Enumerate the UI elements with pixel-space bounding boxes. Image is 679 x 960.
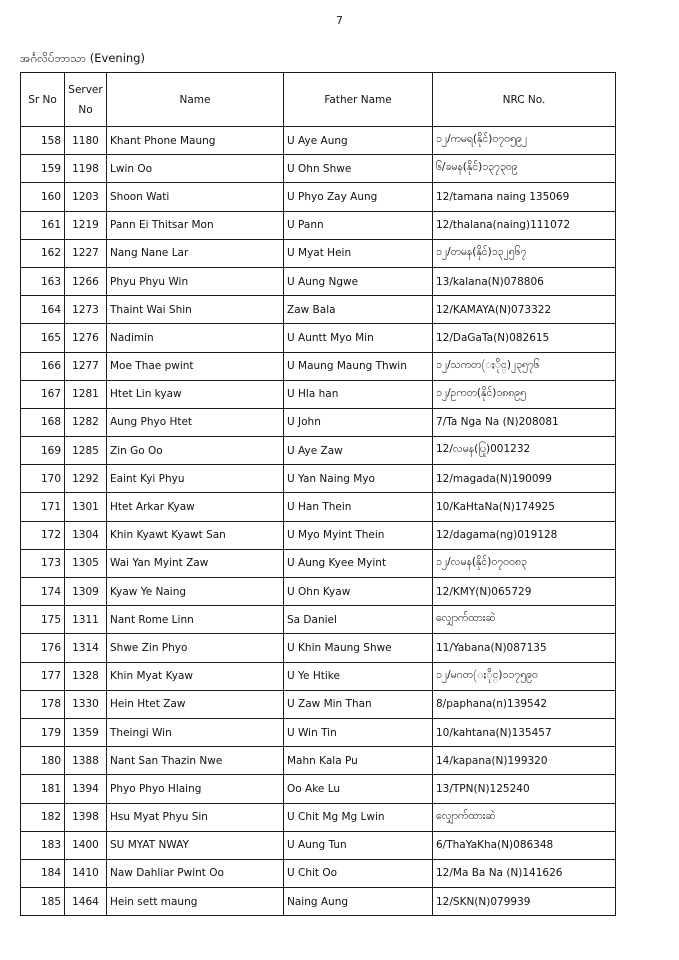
cell-nrc-no: 12/DaGaTa(N)082615 bbox=[433, 324, 616, 352]
cell-sr-no: 181 bbox=[21, 775, 65, 803]
table-row bbox=[21, 408, 616, 436]
table-row bbox=[21, 211, 616, 239]
cell-sr-no: 170 bbox=[21, 465, 65, 493]
cell-name: Khin Kyawt Kyawt San bbox=[107, 521, 284, 549]
table-row bbox=[21, 888, 616, 916]
cell-name: Hsu Myat Phyu Sin bbox=[107, 803, 284, 831]
cell-server-no: 1309 bbox=[65, 578, 107, 606]
table-row bbox=[21, 380, 616, 408]
cell-father-name: U Chit Oo bbox=[284, 859, 433, 887]
cell-name: Shoon Wati bbox=[107, 183, 284, 211]
table-row bbox=[21, 859, 616, 887]
cell-sr-no: 173 bbox=[21, 549, 65, 577]
cell-sr-no: 184 bbox=[21, 859, 65, 887]
cell-name: Shwe Zin Phyo bbox=[107, 634, 284, 662]
cell-name: Htet Lin kyaw bbox=[107, 380, 284, 408]
cell-sr-no: 168 bbox=[21, 408, 65, 436]
cell-sr-no: 167 bbox=[21, 380, 65, 408]
cell-name: Nang Nane Lar bbox=[107, 239, 284, 267]
cell-server-no: 1410 bbox=[65, 859, 107, 887]
cell-father-name: Zaw Bala bbox=[284, 296, 433, 324]
table-row bbox=[21, 578, 616, 606]
cell-father-name: U Phyo Zay Aung bbox=[284, 183, 433, 211]
cell-father-name: U Aung Ngwe bbox=[284, 267, 433, 295]
cell-nrc-no: 12/KAMAYA(N)073322 bbox=[433, 296, 616, 324]
cell-father-name: U Han Thein bbox=[284, 493, 433, 521]
cell-name: Khin Myat Kyaw bbox=[107, 662, 284, 690]
cell-name: Nant Rome Linn bbox=[107, 606, 284, 634]
cell-sr-no: 161 bbox=[21, 211, 65, 239]
cell-sr-no: 158 bbox=[21, 127, 65, 155]
student-roster-table bbox=[20, 72, 616, 916]
cell-name: Theingi Win bbox=[107, 718, 284, 746]
table-row bbox=[21, 155, 616, 183]
table-row bbox=[21, 493, 616, 521]
cell-server-no: 1285 bbox=[65, 437, 107, 465]
cell-nrc-no: 12/dagama(ng)019128 bbox=[433, 521, 616, 549]
cell-nrc-no: ၁၂/ကမရ(နိုင်)၀၇၀၅၉၂ bbox=[433, 127, 616, 155]
cell-server-no: 1359 bbox=[65, 718, 107, 746]
cell-nrc-no: 12/KMY(N)065729 bbox=[433, 578, 616, 606]
table-row bbox=[21, 239, 616, 267]
cell-server-no: 1292 bbox=[65, 465, 107, 493]
cell-nrc-no: 12/SKN(N)079939 bbox=[433, 888, 616, 916]
cell-name: Aung Phyo Htet bbox=[107, 408, 284, 436]
cell-server-no: 1400 bbox=[65, 831, 107, 859]
cell-father-name: U Chit Mg Mg Lwin bbox=[284, 803, 433, 831]
cell-server-no: 1304 bbox=[65, 521, 107, 549]
cell-server-no: 1328 bbox=[65, 662, 107, 690]
cell-name: Hein sett maung bbox=[107, 888, 284, 916]
cell-nrc-no: လျှောက်ထားဆဲ bbox=[433, 606, 616, 634]
cell-nrc-no: လျှောက်ထားဆဲ bbox=[433, 803, 616, 831]
table-row bbox=[21, 606, 616, 634]
cell-nrc-no: 7/Ta Nga Na (N)208081 bbox=[433, 408, 616, 436]
cell-nrc-no: 6/ThaYaKha(N)086348 bbox=[433, 831, 616, 859]
cell-name: Wai Yan Myint Zaw bbox=[107, 549, 284, 577]
cell-sr-no: 177 bbox=[21, 662, 65, 690]
cell-nrc-no: 12/magada(N)190099 bbox=[433, 465, 616, 493]
cell-father-name: U John bbox=[284, 408, 433, 436]
cell-nrc-no: 12/Ma Ba Na (N)141626 bbox=[433, 859, 616, 887]
header-server-no bbox=[65, 73, 107, 127]
roster-body bbox=[21, 127, 616, 916]
cell-father-name: U Ohn Shwe bbox=[284, 155, 433, 183]
cell-nrc-no: 12/tamana naing 135069 bbox=[433, 183, 616, 211]
cell-server-no: 1266 bbox=[65, 267, 107, 295]
cell-sr-no: 163 bbox=[21, 267, 65, 295]
table-row bbox=[21, 775, 616, 803]
header-name: Name bbox=[107, 73, 284, 127]
cell-nrc-no: 13/TPN(N)125240 bbox=[433, 775, 616, 803]
cell-name: Nant San Thazin Nwe bbox=[107, 747, 284, 775]
cell-nrc-no: ၁၂/ဥကတ(နိုင်)၁၈၈၉၅ bbox=[433, 380, 616, 408]
cell-father-name: Oo Ake Lu bbox=[284, 775, 433, 803]
cell-name: Kyaw Ye Naing bbox=[107, 578, 284, 606]
table-row bbox=[21, 718, 616, 746]
cell-name: Khant Phone Maung bbox=[107, 127, 284, 155]
table-row bbox=[21, 296, 616, 324]
cell-server-no: 1305 bbox=[65, 549, 107, 577]
cell-sr-no: 169 bbox=[21, 437, 65, 465]
cell-nrc-no: ၆/ခမန(နိုင်)၁၃၇၃၀၉ bbox=[433, 155, 616, 183]
cell-father-name: U Auntt Myo Min bbox=[284, 324, 433, 352]
cell-sr-no: 164 bbox=[21, 296, 65, 324]
cell-sr-no: 159 bbox=[21, 155, 65, 183]
cell-sr-no: 162 bbox=[21, 239, 65, 267]
cell-name: Thaint Wai Shin bbox=[107, 296, 284, 324]
cell-father-name: Naing Aung bbox=[284, 888, 433, 916]
table-row bbox=[21, 437, 616, 465]
header-server-no-line2: No bbox=[78, 103, 93, 116]
cell-nrc-no: 12/thalana(naing)111072 bbox=[433, 211, 616, 239]
cell-father-name: U Aung Tun bbox=[284, 831, 433, 859]
cell-server-no: 1314 bbox=[65, 634, 107, 662]
table-row bbox=[21, 662, 616, 690]
table-row bbox=[21, 267, 616, 295]
cell-nrc-no: 11/Yabana(N)087135 bbox=[433, 634, 616, 662]
cell-server-no: 1203 bbox=[65, 183, 107, 211]
cell-sr-no: 176 bbox=[21, 634, 65, 662]
cell-father-name: U Myo Myint Thein bbox=[284, 521, 433, 549]
cell-father-name: U Ohn Kyaw bbox=[284, 578, 433, 606]
table-row bbox=[21, 183, 616, 211]
cell-sr-no: 185 bbox=[21, 888, 65, 916]
table-row bbox=[21, 690, 616, 718]
cell-sr-no: 171 bbox=[21, 493, 65, 521]
cell-father-name: U Aye Aung bbox=[284, 127, 433, 155]
cell-sr-no: 174 bbox=[21, 578, 65, 606]
cell-father-name: U Win Tin bbox=[284, 718, 433, 746]
header-sr-no: Sr No bbox=[21, 73, 65, 127]
cell-father-name: U Yan Naing Myo bbox=[284, 465, 433, 493]
cell-server-no: 1227 bbox=[65, 239, 107, 267]
cell-nrc-no: ၁၂/သကတ(ႏိုင္)၂၃၅၇၆ bbox=[433, 352, 616, 380]
cell-name: Nadimin bbox=[107, 324, 284, 352]
cell-nrc-no: ၁၂/မဂတ(ႏိုင္)၁၁၇၅၉၀ bbox=[433, 662, 616, 690]
cell-father-name: U Pann bbox=[284, 211, 433, 239]
cell-server-no: 1311 bbox=[65, 606, 107, 634]
cell-server-no: 1198 bbox=[65, 155, 107, 183]
cell-father-name: U Aye Zaw bbox=[284, 437, 433, 465]
cell-nrc-no: ၁၂/တမန(နိုင်)၁၃၂၅၆၇ bbox=[433, 239, 616, 267]
cell-sr-no: 166 bbox=[21, 352, 65, 380]
cell-server-no: 1180 bbox=[65, 127, 107, 155]
table-row bbox=[21, 352, 616, 380]
cell-sr-no: 160 bbox=[21, 183, 65, 211]
cell-name: Lwin Oo bbox=[107, 155, 284, 183]
cell-server-no: 1301 bbox=[65, 493, 107, 521]
cell-name: Htet Arkar Kyaw bbox=[107, 493, 284, 521]
header-father-name: Father Name bbox=[284, 73, 433, 127]
cell-sr-no: 175 bbox=[21, 606, 65, 634]
cell-name: SU MYAT NWAY bbox=[107, 831, 284, 859]
cell-server-no: 1398 bbox=[65, 803, 107, 831]
cell-server-no: 1394 bbox=[65, 775, 107, 803]
cell-server-no: 1277 bbox=[65, 352, 107, 380]
header-nrc-no: NRC No. bbox=[433, 73, 616, 127]
cell-name: Phyo Phyo Hlaing bbox=[107, 775, 284, 803]
cell-name: Moe Thae pwint bbox=[107, 352, 284, 380]
table-row bbox=[21, 803, 616, 831]
cell-nrc-no: ၁၂/လမန(နိုင်)၀၇၀၀၈၃ bbox=[433, 549, 616, 577]
cell-father-name: U Aung Kyee Myint bbox=[284, 549, 433, 577]
section-title: အင်္ဂလိပ်ဘာသာ (Evening) bbox=[20, 51, 145, 65]
table-row bbox=[21, 324, 616, 352]
cell-server-no: 1273 bbox=[65, 296, 107, 324]
cell-nrc-no: 10/kahtana(N)135457 bbox=[433, 718, 616, 746]
cell-sr-no: 165 bbox=[21, 324, 65, 352]
table-row bbox=[21, 831, 616, 859]
cell-nrc-no: 10/KaHtaNa(N)174925 bbox=[433, 493, 616, 521]
cell-nrc-no: 14/kapana(N)199320 bbox=[433, 747, 616, 775]
cell-father-name: U Zaw Min Than bbox=[284, 690, 433, 718]
cell-father-name: U Khin Maung Shwe bbox=[284, 634, 433, 662]
cell-name: Hein Htet Zaw bbox=[107, 690, 284, 718]
cell-server-no: 1388 bbox=[65, 747, 107, 775]
cell-server-no: 1330 bbox=[65, 690, 107, 718]
cell-sr-no: 183 bbox=[21, 831, 65, 859]
cell-sr-no: 178 bbox=[21, 690, 65, 718]
page-number: 7 bbox=[336, 14, 343, 27]
cell-name: Zin Go Oo bbox=[107, 437, 284, 465]
cell-sr-no: 179 bbox=[21, 718, 65, 746]
table-row bbox=[21, 747, 616, 775]
cell-nrc-no: 8/paphana(n)139542 bbox=[433, 690, 616, 718]
cell-father-name: U Hla han bbox=[284, 380, 433, 408]
cell-father-name: Mahn Kala Pu bbox=[284, 747, 433, 775]
header-server-no-line1: Server bbox=[68, 83, 103, 96]
cell-nrc-no: 12/လမန(ပြု)001232 bbox=[433, 437, 616, 465]
cell-sr-no: 180 bbox=[21, 747, 65, 775]
cell-sr-no: 172 bbox=[21, 521, 65, 549]
cell-father-name: U Maung Maung Thwin bbox=[284, 352, 433, 380]
header-row bbox=[21, 73, 616, 127]
cell-server-no: 1464 bbox=[65, 888, 107, 916]
cell-server-no: 1219 bbox=[65, 211, 107, 239]
cell-server-no: 1282 bbox=[65, 408, 107, 436]
cell-name: Naw Dahliar Pwint Oo bbox=[107, 859, 284, 887]
cell-father-name: U Myat Hein bbox=[284, 239, 433, 267]
cell-father-name: U Ye Htike bbox=[284, 662, 433, 690]
cell-server-no: 1281 bbox=[65, 380, 107, 408]
table-row bbox=[21, 549, 616, 577]
cell-sr-no: 182 bbox=[21, 803, 65, 831]
table-row bbox=[21, 521, 616, 549]
cell-father-name: Sa Daniel bbox=[284, 606, 433, 634]
cell-server-no: 1276 bbox=[65, 324, 107, 352]
cell-name: Phyu Phyu Win bbox=[107, 267, 284, 295]
cell-nrc-no: 13/kalana(N)078806 bbox=[433, 267, 616, 295]
table-row bbox=[21, 465, 616, 493]
cell-name: Eaint Kyi Phyu bbox=[107, 465, 284, 493]
table-row bbox=[21, 634, 616, 662]
cell-name: Pann Ei Thitsar Mon bbox=[107, 211, 284, 239]
table-row bbox=[21, 127, 616, 155]
